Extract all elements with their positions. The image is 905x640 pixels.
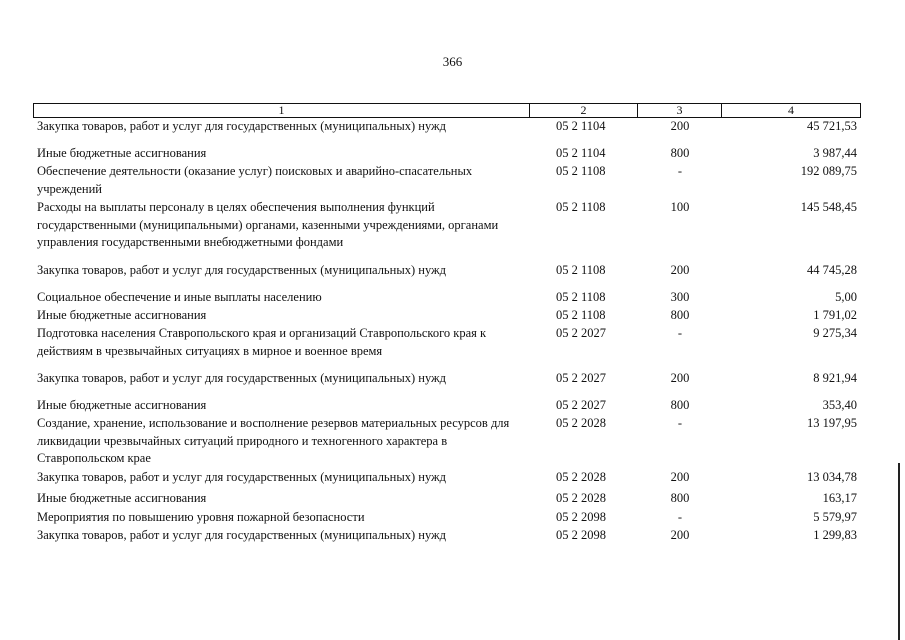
row-description: Закупка товаров, работ и услуг для государственных (муниципальных) нужд [37, 470, 447, 484]
row-code: 05 2 2027 [556, 398, 606, 412]
page-number: 366 [442, 54, 463, 69]
row-description: Обеспечение деятельности (оказание услуг) поисковых и аварийно-спасательных учреждений [37, 164, 473, 196]
row-code: 05 2 2028 [556, 491, 606, 505]
scan-edge-line [898, 463, 900, 640]
row-amount: 163,17 [822, 491, 857, 505]
row-expense-type: 800 [670, 308, 690, 322]
row-expense-type: - [677, 164, 683, 178]
row-expense-type: 200 [670, 263, 690, 277]
row-expense-type: 800 [670, 146, 690, 160]
header-col-4: 4 [788, 103, 794, 117]
row-expense-type: 200 [670, 371, 690, 385]
row-description: Иные бюджетные ассигнования [37, 491, 207, 505]
row-amount: 353,40 [822, 398, 857, 412]
row-code: 05 2 2098 [556, 528, 606, 542]
row-code: 05 2 1104 [556, 146, 606, 160]
header-col-3: 3 [638, 104, 722, 117]
row-description: Закупка товаров, работ и услуг для государственных (муниципальных) нужд [37, 119, 447, 133]
row-code: 05 2 2028 [556, 416, 606, 430]
row-amount: 13 197,95 [807, 416, 857, 430]
row-expense-type: 100 [670, 200, 690, 214]
row-code: 05 2 2028 [556, 470, 606, 484]
header-col-1: 1 [34, 104, 530, 117]
row-code: 05 2 1104 [556, 119, 606, 133]
row-code: 05 2 2098 [556, 510, 606, 524]
row-expense-type: 200 [670, 119, 690, 133]
row-expense-type: 200 [670, 470, 690, 484]
row-description: Закупка товаров, работ и услуг для государственных (муниципальных) нужд [37, 371, 447, 385]
row-description: Расходы на выплаты персоналу в целях обеспечения выполнения функций государственными (муниципальными) органами, казенными учреждениями, органами управления государственными внебюджетными фондами [37, 200, 499, 249]
row-amount: 145 548,45 [800, 200, 857, 214]
table-header [33, 103, 861, 118]
row-amount: 3 987,44 [813, 146, 857, 160]
row-expense-type: - [677, 416, 683, 430]
row-expense-type: - [677, 326, 683, 340]
row-code: 05 2 2027 [556, 371, 606, 385]
row-amount: 45 721,53 [807, 119, 857, 133]
row-expense-type: 300 [670, 290, 690, 304]
row-expense-type: 200 [670, 528, 690, 542]
row-amount: 1 299,83 [813, 528, 857, 542]
row-description: Создание, хранение, использование и восполнение резервов материальных ресурсов для ликвидации чрезвычайных ситуаций природного и техногенного характера в Ставропольском крае [37, 416, 510, 465]
row-code: 05 2 1108 [556, 308, 606, 322]
row-code: 05 2 2027 [556, 326, 606, 340]
row-expense-type: - [677, 510, 683, 524]
row-description: Мероприятия по повышению уровня пожарной безопасности [37, 510, 365, 524]
row-description: Социальное обеспечение и иные выплаты населению [37, 290, 322, 304]
row-amount: 1 791,02 [813, 308, 857, 322]
row-amount: 44 745,28 [807, 263, 857, 277]
row-code: 05 2 1108 [556, 290, 606, 304]
row-description: Иные бюджетные ассигнования [37, 308, 207, 322]
header-col-2: 2 [530, 104, 638, 117]
row-code: 05 2 1108 [556, 263, 606, 277]
row-description: Подготовка населения Ставропольского края и организаций Ставропольского края к действиям в чрезвычайных ситуациях в мирное и военное время [37, 326, 487, 358]
row-expense-type: 800 [670, 398, 690, 412]
row-description: Закупка товаров, работ и услуг для государственных (муниципальных) нужд [37, 528, 447, 542]
row-amount: 5 579,97 [813, 510, 857, 524]
row-description: Иные бюджетные ассигнования [37, 146, 207, 160]
row-amount: 8 921,94 [813, 371, 857, 385]
row-amount: 5,00 [835, 290, 857, 304]
row-code: 05 2 1108 [556, 164, 606, 178]
row-amount: 9 275,34 [813, 326, 857, 340]
row-description: Иные бюджетные ассигнования [37, 398, 207, 412]
row-description: Закупка товаров, работ и услуг для государственных (муниципальных) нужд [37, 263, 447, 277]
row-code: 05 2 1108 [556, 200, 606, 214]
row-amount: 13 034,78 [807, 470, 857, 484]
row-amount: 192 089,75 [800, 164, 857, 178]
row-expense-type: 800 [670, 491, 690, 505]
